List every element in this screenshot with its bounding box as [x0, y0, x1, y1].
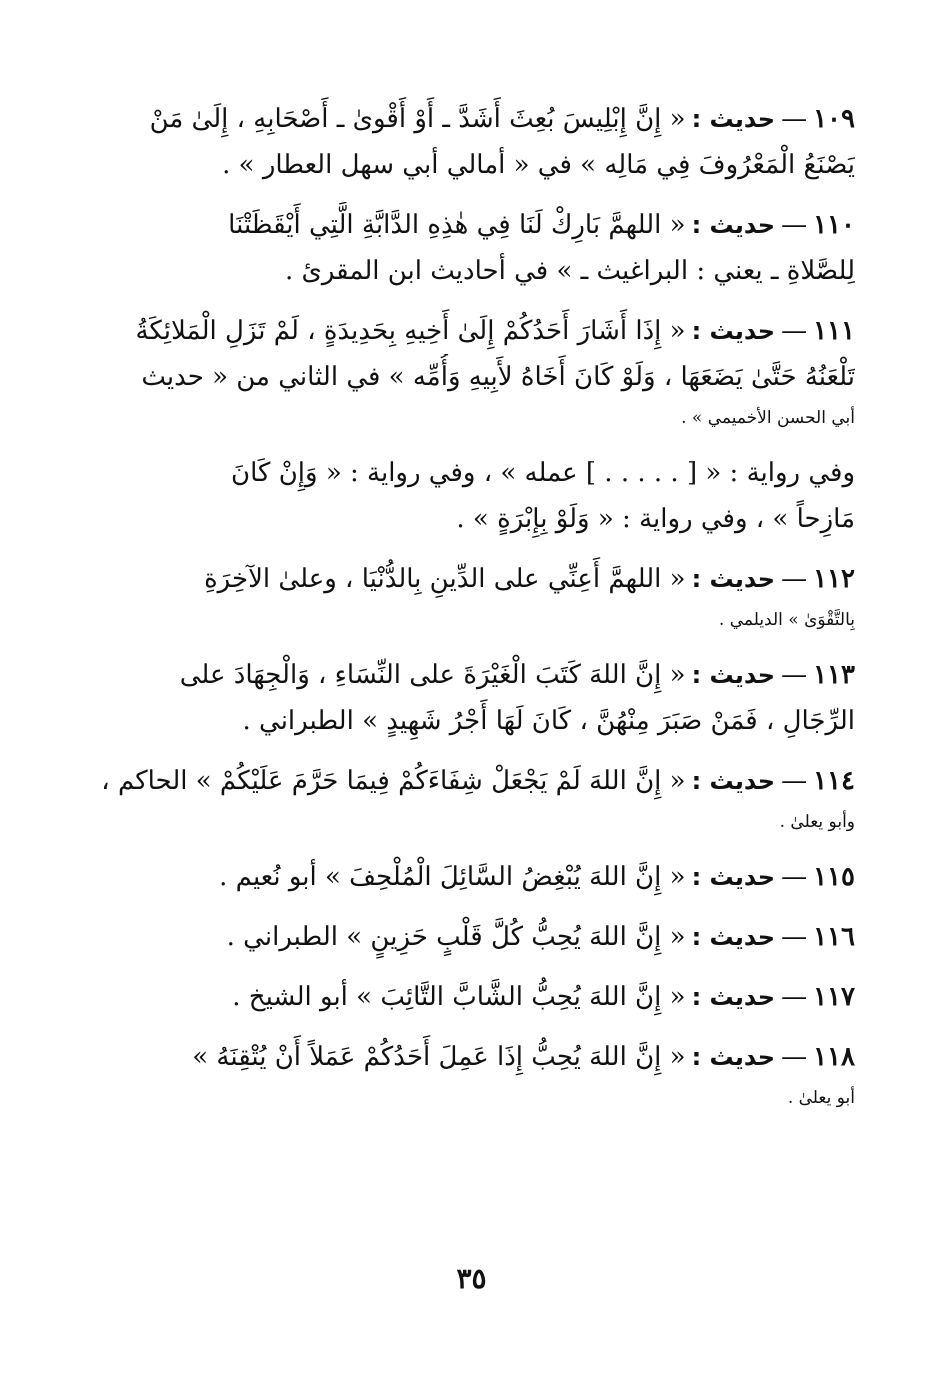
entry-number: ١١٥ [813, 862, 855, 892]
entry-number: ١١١ [813, 316, 855, 346]
entry-line [95, 914, 855, 960]
entry-line [95, 974, 855, 1020]
entry-label: حديث : [691, 923, 776, 951]
entry-line [95, 698, 855, 744]
entry-label: حديث : [691, 661, 776, 689]
entry-dash: — [781, 922, 808, 952]
entry-line [95, 450, 855, 496]
hadith-entry [95, 96, 855, 188]
hadith-entry [95, 758, 855, 840]
entry-text: « اللهمَّ بَارِكْ لَنَا فِي هٰذِهِ الدَّابَّةِ الَّتِي أَيْقَظَتْنَا [228, 210, 686, 240]
entry-dash: — [781, 564, 808, 594]
entry-line [95, 354, 855, 400]
entry-number: ١٠٩ [813, 104, 855, 134]
entry-label: حديث : [691, 105, 776, 133]
entry-text: يَصْنَعُ الْمَعْرُوفَ فِي مَالِه » في « أمالي أبي سهل العطار » . [222, 150, 855, 180]
entry-dash: — [781, 862, 808, 892]
entry-line [95, 496, 855, 542]
entry-line [95, 1080, 855, 1116]
entry-number: ١١٨ [813, 1042, 855, 1072]
entry-text: وفي رواية : « [ . . . . . ] عمله » ، وفي رواية : « وَإِنْ كَانَ [231, 458, 855, 488]
entry-label: حديث : [691, 565, 776, 593]
entry-text: « إِنَّ اللهَ يُبْغِضُ السَّائِلَ الْمُلْحِفَ » أبو نُعيم . [219, 862, 686, 892]
entry-text: « إِنَّ اللهَ يُحِبُّ كُلَّ قَلْبٍ حَزِينٍ » الطبراني . [226, 922, 686, 952]
entry-text: « إِنَّ اللهَ كَتَبَ الْغَيْرَةَ على النِّسَاءِ ، وَالْجِهَادَ على [179, 660, 686, 690]
entry-label: حديث : [691, 983, 776, 1011]
entry-text: وأبو يعلىٰ . [779, 812, 855, 832]
entry-text: تَلْعَنُهُ حَتَّىٰ يَضَعَهَا ، وَلَوْ كَانَ أَخَاهُ لأَبِيهِ وَأُمِّه » في الثاني من « حديث [141, 362, 855, 392]
page-body [95, 96, 855, 1130]
hadith-entry [95, 854, 855, 900]
entry-text: أبو يعلىٰ . [787, 1088, 855, 1108]
entry-dash: — [781, 660, 808, 690]
entry-label: حديث : [691, 1043, 776, 1071]
entry-line [95, 142, 855, 188]
page-number: ٣٥ [456, 1262, 487, 1295]
entry-dash: — [781, 210, 808, 240]
variant-paragraph [95, 450, 855, 542]
entry-text: « إِذَا أَشَارَ أَحَدُكُمْ إِلَىٰ أَخِيهِ بِحَدِيدَةٍ ، لَمْ تَزَلِ الْمَلائِكَةُ [135, 316, 686, 346]
entry-label: حديث : [691, 211, 776, 239]
entry-dash: — [781, 316, 808, 346]
entry-text: لِلصَّلاةِ ـ يعني : البراغيث ـ » في أحاديث ابن المقرئ . [284, 256, 855, 286]
entry-label: حديث : [691, 863, 776, 891]
entry-line [95, 248, 855, 294]
hadith-entry [95, 556, 855, 638]
entry-line [95, 804, 855, 840]
hadith-entry [95, 652, 855, 744]
entry-line [95, 602, 855, 638]
entry-line [95, 400, 855, 436]
hadith-entry [95, 202, 855, 294]
entry-line [95, 308, 855, 354]
entry-line [95, 96, 855, 142]
entry-number: ١١٧ [813, 982, 855, 1012]
entry-line [95, 652, 855, 698]
entry-line [95, 758, 855, 804]
entry-text: « إِنَّ اللهَ يُحِبُّ الشَّابَّ التَّائِبَ » أبو الشيخ . [232, 982, 686, 1012]
entry-text: « إِنَّ إِبْلِيسَ بُعِثَ أَشَدَّ ـ أَوْ أَقْوىٰ ـ أَصْحَابِهِ ، إِلَىٰ مَنْ [149, 104, 686, 134]
entry-number: ١١٣ [813, 660, 855, 690]
entry-line [95, 202, 855, 248]
entry-text: « اللهمَّ أَعِنِّي على الدِّينِ بِالدُّنْيَا ، وعلىٰ الآخِرَةِ [204, 564, 686, 594]
entry-number: ١١٢ [813, 564, 855, 594]
entry-number: ١١٠ [813, 210, 855, 240]
hadith-entry [95, 974, 855, 1020]
entry-label: حديث : [691, 767, 776, 795]
entry-dash: — [781, 766, 808, 796]
entry-text: مَازِحاً » ، وفي رواية : « وَلَوْ بِإِبْرَةٍ » . [456, 504, 855, 534]
entry-dash: — [781, 104, 808, 134]
entry-dash: — [781, 982, 808, 1012]
entry-label: حديث : [691, 317, 776, 345]
hadith-entry [95, 1034, 855, 1116]
entry-line [95, 854, 855, 900]
entry-text: « إِنَّ اللهَ يُحِبُّ إِذَا عَمِلَ أَحَدُكُمْ عَمَلاً أَنْ يُتْقِنَهُ » [192, 1042, 686, 1072]
entry-line [95, 1034, 855, 1080]
entry-number: ١١٤ [813, 766, 855, 796]
entry-text: أبي الحسن الأخميمي » . [681, 408, 855, 428]
entry-text: « إِنَّ اللهَ لَمْ يَجْعَلْ شِفَاءَكُمْ فِيمَا حَرَّمَ عَلَيْكُمْ » الحاكم ، [101, 766, 686, 796]
entry-line [95, 556, 855, 602]
hadith-entry [95, 308, 855, 436]
entry-text: بِالتَّقْوَىٰ » الديلمي . [718, 610, 855, 630]
entry-dash: — [781, 1042, 808, 1072]
entry-text: الرِّجَالِ ، فَمَنْ صَبَرَ مِنْهُنَّ ، كَانَ لَهَا أَجْرُ شَهِيدٍ » الطبراني . [242, 706, 855, 736]
entry-number: ١١٦ [813, 922, 855, 952]
hadith-entry [95, 914, 855, 960]
